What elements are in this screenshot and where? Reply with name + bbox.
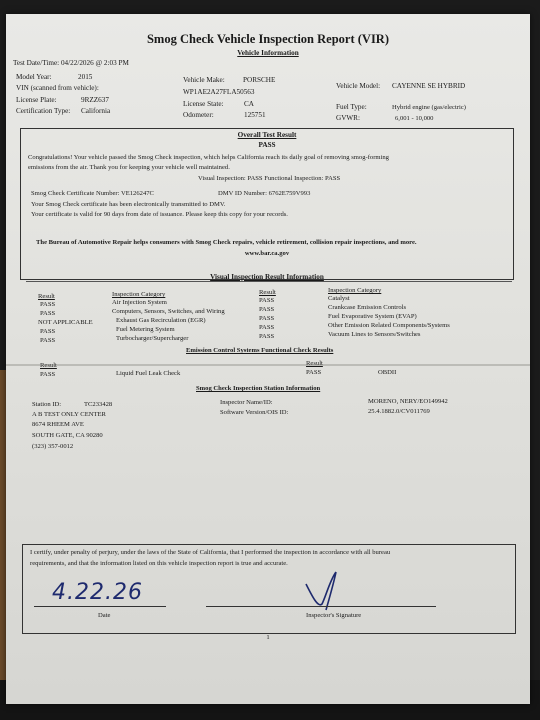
visual-left-result-0: PASS bbox=[40, 301, 56, 308]
station-id-value: TC233428 bbox=[84, 401, 113, 408]
visual-col-result-left: Result bbox=[38, 293, 55, 300]
visual-right-category-0: Catalyst bbox=[328, 295, 350, 302]
visual-right-result-2: PASS bbox=[259, 315, 275, 322]
make-value: PORSCHE bbox=[243, 76, 276, 84]
visual-left-category-2: Exhaust Gas Recirculation (EGR) bbox=[116, 317, 206, 324]
test-datetime-row: Test Date/Time: 04/22/2026 @ 2:03 PM bbox=[13, 59, 129, 67]
visual-left-category-4: Turbocharger/Supercharger bbox=[116, 335, 189, 342]
license-state-value: CA bbox=[244, 100, 254, 108]
gvwr-label: GVWR: bbox=[336, 114, 360, 122]
visual-left-result-1: PASS bbox=[40, 310, 56, 317]
license-state-label: License State: bbox=[183, 100, 224, 108]
functional-col-result-left: Result bbox=[40, 362, 57, 369]
vir-document bbox=[6, 14, 530, 704]
validity-notice: Your certificate is valid for 90 days from date of issuance. Please keep this copy for your records. bbox=[31, 211, 288, 218]
vehicle-info-heading: Vehicle Information bbox=[237, 49, 299, 57]
model-value: CAYENNE SE HYBRID bbox=[392, 82, 466, 90]
license-plate-value: 9RZZ637 bbox=[81, 96, 109, 104]
handwritten-date: 4.22.26 bbox=[52, 580, 143, 605]
congrats-line-1: Congratulations! Your vehicle passed the Smog Check inspection, which helps California reach its daily goal of removing smog-forming bbox=[28, 154, 389, 161]
visual-right-result-1: PASS bbox=[259, 306, 275, 313]
visual-right-category-4: Vacuum Lines to Sensors/Switches bbox=[328, 331, 421, 338]
paper-fold bbox=[6, 364, 530, 366]
date-label: Date bbox=[98, 612, 111, 619]
model-year-value: 2015 bbox=[78, 73, 93, 81]
model-year-label: Model Year: bbox=[16, 73, 52, 81]
functional-right-category: OBDII bbox=[378, 369, 397, 376]
visual-left-category-0: Air Injection System bbox=[112, 299, 167, 306]
inspector-label: Inspector Name/ID: bbox=[220, 399, 273, 406]
functional-heading: Emission Control Systems Functional Check Results bbox=[186, 347, 334, 354]
software-value: 25.4.1882.0/CV011769 bbox=[368, 408, 430, 415]
station-city: SOUTH GATE, CA 90280 bbox=[32, 432, 103, 439]
visual-right-category-3: Other Emission Related Components/Systems bbox=[328, 322, 450, 329]
certify-line-2: requirements, and that the information listed on this vehicle inspection report is true and accurate. bbox=[30, 560, 288, 567]
bar-notice: The Bureau of Automotive Repair helps consumers with Smog Check repairs, vehicle retirement, collision repair inspections, and more. bbox=[36, 239, 417, 246]
visual-col-result-right: Result bbox=[259, 289, 276, 296]
inspector-value: MORENO, NERY/EO149942 bbox=[368, 398, 448, 405]
odometer-label: Odometer: bbox=[183, 111, 214, 119]
functional-right-result: PASS bbox=[306, 369, 322, 376]
visual-right-category-2: Fuel Evaporative System (EVAP) bbox=[328, 313, 417, 320]
signature-line bbox=[206, 606, 436, 607]
odometer-value: 125751 bbox=[244, 111, 266, 119]
visual-divider bbox=[26, 281, 512, 282]
certificate-number: Smog Check Certificate Number: VE126247C bbox=[31, 190, 154, 197]
functional-left-result: PASS bbox=[40, 371, 56, 378]
software-label: Software Version/OIS ID: bbox=[220, 409, 289, 416]
certify-line-1: I certify, under penalty of perjury, under the laws of the State of California, that I performed the inspection in accordance with all bureau bbox=[30, 549, 391, 556]
visual-col-category-left: Inspection Category bbox=[112, 291, 166, 298]
vin-value: WP1AE2A27FLA50563 bbox=[183, 88, 255, 96]
fuel-type-label: Fuel Type: bbox=[336, 103, 367, 111]
visual-left-result-4: PASS bbox=[40, 337, 56, 344]
bar-url: www.bar.ca.gov bbox=[244, 250, 290, 257]
visual-heading: Visual Inspection Result Information bbox=[210, 273, 324, 281]
overall-heading: Overall Test Result bbox=[237, 131, 297, 139]
functional-left-category: Liquid Fuel Leak Check bbox=[116, 370, 181, 377]
signature-label: Inspector's Signature bbox=[306, 612, 362, 619]
vin-label: VIN (scanned from vehicle): bbox=[16, 84, 99, 92]
visual-right-result-0: PASS bbox=[259, 297, 275, 304]
visual-functional-summary: Visual Inspection: PASS Functional Inspection: PASS bbox=[198, 175, 341, 182]
visual-right-result-4: PASS bbox=[259, 333, 275, 340]
station-phone: (323) 357-0012 bbox=[32, 443, 74, 450]
fuel-type-value: Hybrid engine (gas/electric) bbox=[392, 104, 466, 111]
dmv-id-number: DMV ID Number: 6762E759V993 bbox=[218, 190, 311, 197]
station-name: A B TEST ONLY CENTER bbox=[32, 411, 106, 418]
station-heading: Smog Check Inspection Station Information bbox=[196, 385, 321, 392]
make-label: Vehicle Make: bbox=[183, 76, 225, 84]
report-title: Smog Check Vehicle Inspection Report (VIR) bbox=[146, 32, 389, 46]
page-number: 1 bbox=[266, 634, 270, 641]
cert-type-value: California bbox=[81, 107, 111, 115]
visual-right-result-3: PASS bbox=[259, 324, 275, 331]
station-street: 8674 RHEEM AVE bbox=[32, 421, 84, 428]
visual-left-result-2: NOT APPLICABLE bbox=[38, 319, 93, 326]
visual-left-category-1: Computers, Sensors, Switches, and Wiring bbox=[112, 308, 225, 315]
overall-result: PASS bbox=[258, 141, 276, 149]
transmitted-notice: Your Smog Check certificate has been electronically transmitted to DMV. bbox=[31, 201, 226, 208]
visual-right-category-1: Crankcase Emission Controls bbox=[328, 304, 407, 311]
visual-col-category-right: Inspection Category bbox=[328, 287, 382, 294]
station-id-label: Station ID: bbox=[32, 401, 62, 408]
model-label: Vehicle Model: bbox=[336, 82, 381, 90]
license-plate-label: License Plate: bbox=[16, 96, 57, 104]
visual-left-result-3: PASS bbox=[40, 328, 56, 335]
functional-col-result-right: Result bbox=[306, 360, 323, 367]
congrats-line-2: emissions from the air. Thank you for keeping your vehicle well maintained. bbox=[28, 164, 230, 171]
date-line bbox=[34, 606, 166, 607]
cert-type-label: Certification Type: bbox=[16, 107, 71, 115]
gvwr-value: 6,001 - 10,000 bbox=[395, 115, 434, 122]
inspector-signature bbox=[296, 566, 376, 616]
visual-left-category-3: Fuel Metering System bbox=[116, 326, 175, 333]
